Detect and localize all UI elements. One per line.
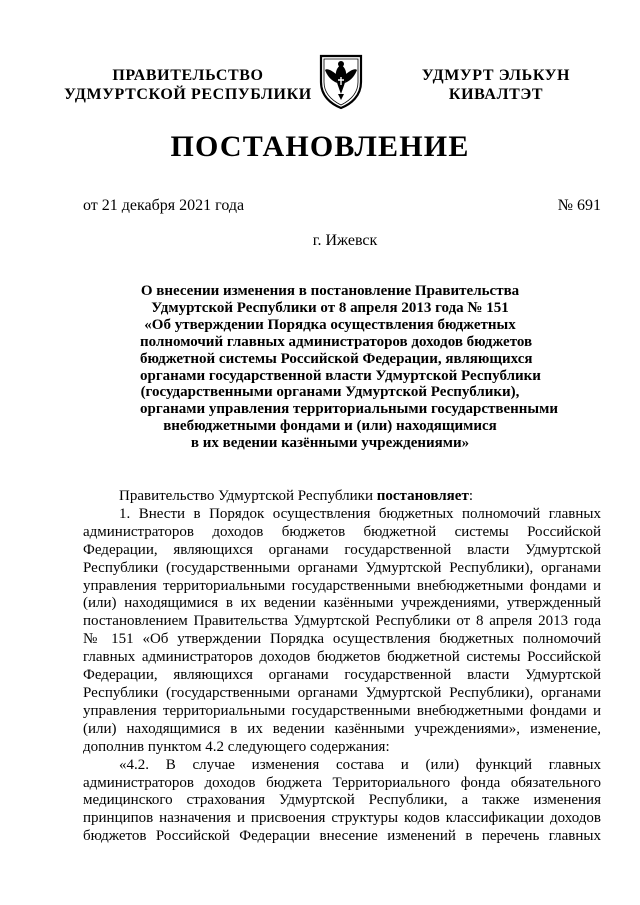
issuer-udmurt-line-1: УДМУРТ ЭЛЬКУН [421,67,571,84]
document-body [83,488,601,846]
date-number-line [83,197,601,215]
issuer-line-2: УДМУРТСКОЙ РЕСПУБЛИКИ [64,86,312,103]
issuer-name-udmurt [402,66,590,104]
title-line-10: в их ведении казёнными учреждениями» [190,435,470,452]
title-line-3: «Об утверждении Порядка осуществления бюджетных [144,316,516,333]
document-date: от 21 декабря 2021 года [83,197,245,214]
paragraph-1: 1. Внести в Порядок осуществления бюджетных полномочий главных администраторов доходов бюджетов бюджетной системы Российской Федерации, являющихся органами государственной власти Удмуртской Республики (государственными органами Удмуртской Республики), органами управления территориальными государственными внебюджетными фондами и (или) находящимися в их ведении казёнными учреждениями, утвержденный постановлением Правительства Удмуртской Республики от 8 апреля 2013 года № 151 «Об утверждении Порядка осуществления бюджетных полномочий главных администраторов доходов бюджетов бюджетной системы Российской Федерации, являющихся органами государственной власти Удмуртской Республики (государственными органами Удмуртской Республики), органами управления территориальными государственными внебюджетными фондами и (или) находящимися в их ведении казёнными учреждениями», изменение, дополнив пунктом 4.2 следующего содержания: [83,505,601,755]
document-number: № 691 [557,197,601,214]
title-line-5: бюджетной системы Российской Федерации, являющихся [140,350,533,367]
document-type-heading: ПОСТАНОВЛЕНИЕ [170,130,470,163]
title-line-6: органами государственной власти Удмуртской Республики [140,367,541,384]
title-line-8: органами управления территориальными государственными [140,401,558,418]
intro-paragraph [83,488,601,506]
udmurt-coat-of-arms-icon [313,50,369,110]
title-line-9: внебюджетными фондами и (или) находящимися [163,418,497,435]
title-line-4: полномочий главных администраторов доходов бюджетов [140,333,533,350]
issuer-line-1: ПРАВИТЕЛЬСТВО [112,67,264,84]
intro-colon: : [468,488,473,504]
paragraph-2: «4.2. В случае изменения состава и (или) функций главных администраторов доходов бюджета Территориального фонда обязательного медицинского страхования Удмуртской Республики, а также изменения принципов назначения и присвоения структуры кодов классификации доходов бюджетов Российской Федерации внесение изменений в перечень главных [83,756,601,845]
document-city: г. Ижевск [312,232,378,249]
title-line-2: Удмуртской Республики от 8 апреля 2013 года № 151 [151,299,509,316]
document-title [140,283,558,452]
resolves-keyword: постановляет [376,488,469,504]
title-line-7: (государственными органами Удмуртской Республики), [140,384,520,401]
intro-text: Правительство Удмуртской Республики [119,488,377,504]
title-line-1: О внесении изменения в постановление Правительства [140,283,520,299]
issuer-udmurt-line-2: КИВАЛТЭТ [448,86,544,103]
issuer-name-russian [62,66,314,104]
